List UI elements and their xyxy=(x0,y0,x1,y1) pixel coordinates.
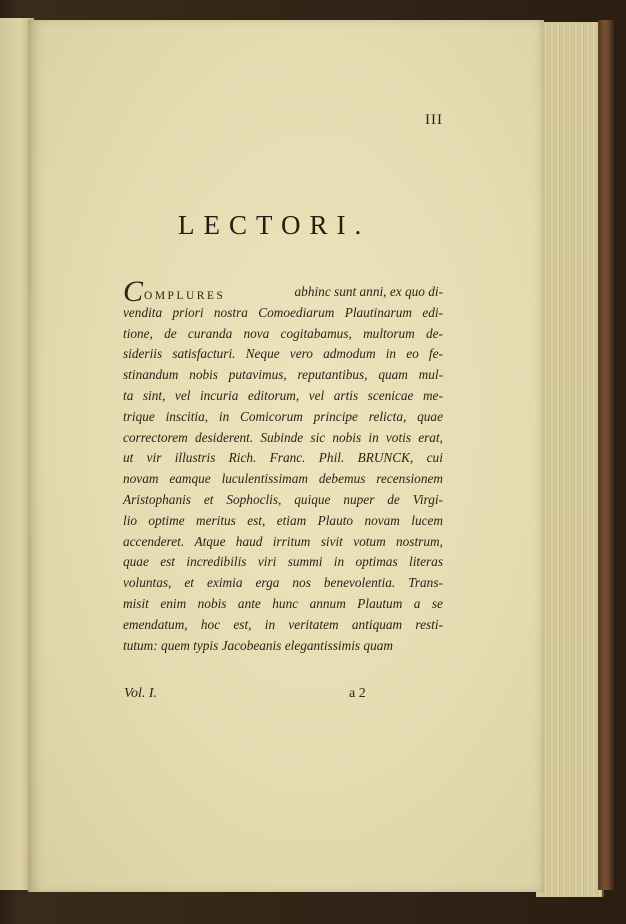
text-line: ut vir illustris Rich. Franc. Phil. BRUNCK, cui xyxy=(123,450,443,466)
text-line: stinandum nobis putavimus, reputantibus, quam mul- xyxy=(123,367,443,383)
text-line: lio optime meritus est, etiam Plauto novam lucem xyxy=(123,512,443,528)
text-line: ta sint, vel incuria editorum, vel artis scenicae me- xyxy=(123,387,443,403)
text-line: misit enim nobis ante hunc annum Plautum a se xyxy=(123,595,443,611)
text-lines xyxy=(123,303,443,657)
text-line: quae est incredibilis viri summi in optimas literas xyxy=(123,554,443,570)
book-page xyxy=(28,20,544,892)
text-line: tione, de curanda nova cogitabamus, multorum de- xyxy=(123,325,443,341)
page-heading: LECTORI. xyxy=(178,210,371,240)
page-stack-edge xyxy=(536,22,604,897)
page-number: III xyxy=(425,112,443,128)
text-line: Aristophanis et Sophoclis, quique nuper de Virgi- xyxy=(123,491,443,507)
book-cover-edge xyxy=(598,20,614,890)
text-line: novam eamque luculentissimam debemus recensionem xyxy=(123,471,443,487)
text-line: tutum: quem typis Jacobeanis elegantissimis quam xyxy=(123,637,393,653)
text-line: sideriis satisfacturi. Neque vero admodum in eo fe- xyxy=(123,346,443,362)
page-footer xyxy=(124,686,384,702)
text-line: trique inscitia, in Comicorum principe relicta, quae xyxy=(123,408,443,424)
text-line-first xyxy=(123,275,443,308)
text-line: accenderet. Atque haud irritum sivit votum nostrum, xyxy=(123,533,443,549)
body-text xyxy=(123,275,443,656)
small-caps-word: OMPLURES xyxy=(144,290,226,302)
drop-cap: C xyxy=(123,275,144,308)
text-line: voluntas, et eximia erga nos benevolentia. Trans- xyxy=(123,575,443,591)
signature-mark: a 2 xyxy=(349,686,366,701)
volume-label: Vol. I. xyxy=(124,686,158,701)
first-line-rest: abhinc sunt anni, ex quo di- xyxy=(294,284,443,299)
text-line: vendita priori nostra Comoediarum Plautinarum edi- xyxy=(123,304,443,320)
text-line: correctorem desiderent. Subinde sic nobis in votis erat, xyxy=(123,429,443,445)
text-line: emendatum, hoc est, in veritatem antiquam resti- xyxy=(123,616,443,632)
